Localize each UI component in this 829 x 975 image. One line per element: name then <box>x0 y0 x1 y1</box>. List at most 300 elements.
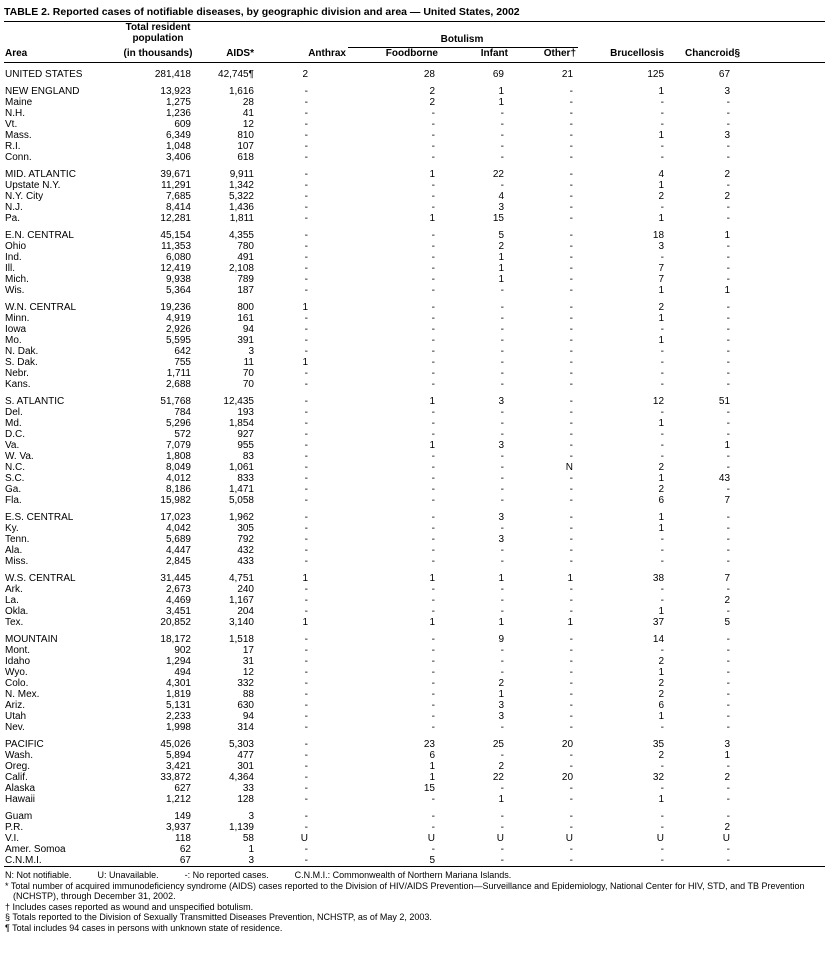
cell-infant: - <box>500 368 504 379</box>
cell-foodborne: - <box>431 230 435 241</box>
cell-area: Wyo. <box>5 667 28 678</box>
cell-anthrax: - <box>304 556 308 567</box>
table-row <box>4 224 825 241</box>
cell-foodborne: - <box>431 313 435 324</box>
cell-other: - <box>569 324 574 335</box>
cell-infant: 1 <box>498 86 504 97</box>
cell-infant: - <box>500 324 504 335</box>
cell-anthrax: - <box>304 595 308 606</box>
cell-infant: - <box>500 285 504 296</box>
cell-area: P.R. <box>5 822 24 833</box>
table-row <box>4 545 825 556</box>
cell-anthrax: - <box>304 656 308 667</box>
cell-population: 33,872 <box>160 772 191 783</box>
row-spacer <box>742 711 825 722</box>
row-spacer <box>742 844 825 855</box>
col-header-infant <box>440 47 510 63</box>
cell-infant: 3 <box>498 440 504 451</box>
cell-area: D.C. <box>5 429 25 440</box>
cell-chancroid: - <box>726 418 731 429</box>
cell-brucellosis: - <box>660 141 665 152</box>
cell-foodborne: - <box>431 844 435 855</box>
cell-chancroid: - <box>726 202 731 213</box>
cell-chancroid: - <box>726 545 731 556</box>
cell-area: Mass. <box>5 130 32 141</box>
cell-anthrax: - <box>304 169 308 180</box>
cell-infant: - <box>500 335 504 346</box>
row-spacer <box>742 108 825 119</box>
cell-area: MID. ATLANTIC <box>5 169 76 180</box>
cell-aids: 1 <box>248 844 254 855</box>
cell-anthrax: - <box>304 811 308 822</box>
cell-population: 11,353 <box>161 241 191 252</box>
cell-infant: 22 <box>492 169 504 180</box>
cell-chancroid: 7 <box>724 495 731 506</box>
cell-anthrax: 1 <box>302 357 308 368</box>
cell-population: 15,982 <box>160 495 191 506</box>
row-spacer <box>742 335 825 346</box>
cell-aids: 3 <box>248 346 254 357</box>
cell-anthrax: - <box>304 484 308 495</box>
cell-area: Mont. <box>5 645 31 656</box>
row-spacer <box>742 357 825 368</box>
cell-infant: 25 <box>492 739 504 750</box>
header-spacer <box>578 22 666 47</box>
row-spacer <box>742 141 825 152</box>
table-row <box>4 296 825 313</box>
cell-chancroid: - <box>726 313 731 324</box>
cell-other: - <box>569 141 574 152</box>
cell-area: W. Va. <box>5 451 34 462</box>
row-spacer <box>742 689 825 700</box>
cell-brucellosis: - <box>660 811 665 822</box>
cell-foodborne: - <box>431 451 435 462</box>
cell-population: 642 <box>174 346 191 357</box>
table-row <box>4 606 825 617</box>
cell-infant: - <box>500 484 504 495</box>
cell-aids: 433 <box>237 556 254 567</box>
cell-anthrax: - <box>304 119 308 130</box>
cell-population: 6,349 <box>165 130 191 141</box>
cell-area: Ariz. <box>5 700 25 711</box>
table-group <box>4 63 825 81</box>
cell-foodborne: 1 <box>429 772 435 783</box>
cell-foodborne: - <box>431 335 435 346</box>
cell-chancroid: - <box>726 97 731 108</box>
cell-brucellosis: 1 <box>658 523 665 534</box>
table-row <box>4 119 825 130</box>
cell-population: 2,845 <box>165 556 191 567</box>
cell-aids: 630 <box>237 700 254 711</box>
cell-population: 4,012 <box>165 473 191 484</box>
cell-area: V.I. <box>5 833 20 844</box>
cell-anthrax: - <box>304 97 308 108</box>
cell-aids: 28 <box>242 97 254 108</box>
cell-population: 17,023 <box>160 512 191 523</box>
cell-anthrax: - <box>304 667 308 678</box>
table-group <box>4 80 825 163</box>
cell-other: - <box>569 119 574 130</box>
cell-area: S.C. <box>5 473 25 484</box>
cell-population: 8,186 <box>165 484 191 495</box>
cell-other: - <box>569 368 574 379</box>
cell-aids: 305 <box>237 523 254 534</box>
cell-aids: 107 <box>237 141 254 152</box>
cell-other: 20 <box>561 739 574 750</box>
cell-chancroid: - <box>726 678 731 689</box>
table-row <box>4 678 825 689</box>
cell-brucellosis: 2 <box>658 689 665 700</box>
cell-other: - <box>569 822 574 833</box>
cell-brucellosis: 35 <box>652 739 665 750</box>
cell-population: 9,938 <box>165 274 191 285</box>
cell-chancroid: - <box>726 783 731 794</box>
table-row <box>4 656 825 667</box>
cell-chancroid: 1 <box>724 440 731 451</box>
cell-infant: - <box>500 346 504 357</box>
cell-foodborne: - <box>431 418 435 429</box>
row-spacer <box>742 152 825 163</box>
cell-chancroid: - <box>726 302 731 313</box>
cell-foodborne: 1 <box>429 396 435 407</box>
cell-brucellosis: 18 <box>652 230 665 241</box>
row-spacer <box>742 213 825 224</box>
cell-aids: 1,518 <box>228 634 254 645</box>
table-row <box>4 833 825 844</box>
cell-population: 1,998 <box>165 722 191 733</box>
col-header-other <box>510 47 578 63</box>
row-spacer <box>742 733 825 750</box>
col-header-population-top <box>122 22 194 47</box>
cell-chancroid: - <box>726 556 731 567</box>
cell-other: - <box>569 711 574 722</box>
cell-aids: 83 <box>242 451 254 462</box>
row-spacer <box>742 783 825 794</box>
cell-population: 3,451 <box>165 606 191 617</box>
cell-foodborne: - <box>431 523 435 534</box>
cell-aids: 1,167 <box>228 595 254 606</box>
cell-population: 755 <box>174 357 191 368</box>
cell-aids: 4,355 <box>228 230 254 241</box>
cell-aids: 94 <box>242 324 254 335</box>
row-spacer <box>742 346 825 357</box>
row-spacer <box>742 772 825 783</box>
cell-other: - <box>569 440 574 451</box>
row-spacer <box>742 263 825 274</box>
table-row <box>4 484 825 495</box>
cell-anthrax: - <box>304 191 308 202</box>
cell-other: - <box>569 750 574 761</box>
cell-population: 4,919 <box>165 313 191 324</box>
cell-area: Upstate N.Y. <box>5 180 61 191</box>
cell-brucellosis: - <box>660 645 665 656</box>
cell-chancroid: - <box>726 335 731 346</box>
cell-foodborne: - <box>431 606 435 617</box>
cell-foodborne: - <box>431 584 435 595</box>
row-spacer <box>742 407 825 418</box>
cell-foodborne: 15 <box>423 783 435 794</box>
cell-brucellosis: - <box>660 451 665 462</box>
cell-aids: 88 <box>242 689 254 700</box>
cell-area: W.N. CENTRAL <box>5 302 77 313</box>
cell-aids: 128 <box>237 794 254 805</box>
cell-chancroid: - <box>726 357 731 368</box>
cell-anthrax: - <box>304 335 308 346</box>
table-row <box>4 761 825 772</box>
table-row <box>4 379 825 390</box>
cell-brucellosis: 38 <box>652 573 665 584</box>
cell-anthrax: - <box>304 274 308 285</box>
header-spacer <box>194 22 256 47</box>
cell-other: - <box>569 855 574 866</box>
cell-anthrax: U <box>300 833 308 844</box>
cell-area: Nev. <box>5 722 25 733</box>
cell-aids: 332 <box>237 678 254 689</box>
cell-aids: 833 <box>237 473 254 484</box>
cell-infant: - <box>500 108 504 119</box>
table-row <box>4 429 825 440</box>
cell-chancroid: 2 <box>724 169 731 180</box>
cell-brucellosis: - <box>660 152 665 163</box>
cell-other: - <box>569 230 574 241</box>
cell-chancroid: - <box>726 700 731 711</box>
cell-brucellosis: - <box>660 429 665 440</box>
cell-area: Ill. <box>5 263 15 274</box>
cell-foodborne: - <box>431 656 435 667</box>
cell-aids: 618 <box>237 152 254 163</box>
col-header-chancroid <box>666 47 742 63</box>
cell-other: - <box>569 335 574 346</box>
cell-infant: - <box>500 523 504 534</box>
cell-brucellosis: - <box>660 534 665 545</box>
table-row <box>4 241 825 252</box>
cell-foodborne: - <box>431 324 435 335</box>
cell-anthrax: - <box>304 241 308 252</box>
cell-chancroid: - <box>726 180 731 191</box>
cell-chancroid: - <box>726 462 731 473</box>
table-row <box>4 556 825 567</box>
cell-aids: 1,436 <box>228 202 254 213</box>
cell-population: 12,281 <box>160 213 191 224</box>
cell-brucellosis: 7 <box>658 263 665 274</box>
cell-population: 1,275 <box>165 97 191 108</box>
cell-area: N.C. <box>5 462 25 473</box>
cell-other: - <box>569 396 574 407</box>
cell-foodborne: 2 <box>429 86 435 97</box>
legend-cnmi: C.N.M.I.: Commonwealth of Northern Mariana Islands. <box>294 870 512 880</box>
cell-chancroid: - <box>726 584 731 595</box>
row-spacer <box>742 722 825 733</box>
cell-infant: 3 <box>498 512 504 523</box>
cell-foodborne: U <box>427 833 435 844</box>
cell-foodborne: - <box>431 202 435 213</box>
cell-area: Pa. <box>5 213 21 224</box>
cell-infant: - <box>500 152 504 163</box>
cell-other: - <box>569 418 574 429</box>
cell-brucellosis: 4 <box>658 169 665 180</box>
cell-foodborne: 23 <box>423 739 435 750</box>
cell-chancroid: 3 <box>724 739 731 750</box>
cell-chancroid: 3 <box>724 130 731 141</box>
cell-other: - <box>569 473 574 484</box>
table-group <box>4 296 825 390</box>
table-row <box>4 711 825 722</box>
cell-anthrax: 1 <box>302 617 308 628</box>
cell-brucellosis: 1 <box>658 285 665 296</box>
cell-area: Guam <box>5 811 33 822</box>
cell-infant: - <box>500 844 504 855</box>
cell-population: 7,685 <box>165 191 191 202</box>
cell-chancroid: - <box>726 523 731 534</box>
table-group <box>4 733 825 805</box>
cell-area: Tex. <box>5 617 24 628</box>
cell-foodborne: - <box>431 484 435 495</box>
cell-population: 609 <box>174 119 191 130</box>
cell-aids: 161 <box>237 313 254 324</box>
table-group <box>4 805 825 867</box>
cell-other: - <box>569 811 574 822</box>
table-row <box>4 794 825 805</box>
row-spacer <box>742 761 825 772</box>
footnotes <box>4 867 825 933</box>
table-row <box>4 617 825 628</box>
cell-area: Minn. <box>5 313 30 324</box>
cell-aids: 2,108 <box>228 263 254 274</box>
cell-anthrax: - <box>304 722 308 733</box>
cell-other: - <box>569 761 574 772</box>
cell-anthrax: - <box>304 368 308 379</box>
legend-no-reported-cases: -: No reported cases. <box>184 870 269 880</box>
cell-population: 1,819 <box>165 689 191 700</box>
col-header-area-label: Area <box>5 47 28 59</box>
cell-foodborne: - <box>431 152 435 163</box>
table-row <box>4 252 825 263</box>
row-spacer <box>742 750 825 761</box>
cell-area: N.Y. City <box>5 191 44 202</box>
row-spacer <box>742 202 825 213</box>
col-header-aids <box>194 47 256 63</box>
cell-other: - <box>569 313 574 324</box>
row-spacer <box>742 440 825 451</box>
cell-aids: 3,140 <box>228 617 254 628</box>
cell-infant: - <box>500 545 504 556</box>
cell-other: - <box>569 545 574 556</box>
cell-area: N. Dak. <box>5 346 39 357</box>
cell-infant: - <box>500 357 504 368</box>
cell-anthrax: - <box>304 739 308 750</box>
cell-population: 11,291 <box>161 180 191 191</box>
cell-population: 902 <box>174 645 191 656</box>
cell-brucellosis: - <box>660 783 665 794</box>
cell-chancroid: - <box>726 794 731 805</box>
cell-area: Nebr. <box>5 368 29 379</box>
cell-foodborne: - <box>431 794 435 805</box>
row-spacer <box>742 584 825 595</box>
cell-anthrax: - <box>304 772 308 783</box>
cell-population: 6,080 <box>165 252 191 263</box>
table-row <box>4 63 825 81</box>
cell-aids: 12 <box>242 667 254 678</box>
table-row <box>4 263 825 274</box>
cell-aids: 204 <box>237 606 254 617</box>
cell-anthrax: - <box>304 495 308 506</box>
cell-anthrax: - <box>304 152 308 163</box>
table-row <box>4 213 825 224</box>
cell-foodborne: - <box>431 252 435 263</box>
cell-area: Md. <box>5 418 22 429</box>
cell-infant: - <box>500 722 504 733</box>
cell-anthrax: - <box>304 634 308 645</box>
cell-population: 281,418 <box>154 69 191 80</box>
cell-area: MOUNTAIN <box>5 634 58 645</box>
cell-foodborne: - <box>431 191 435 202</box>
cell-aids: 477 <box>237 750 254 761</box>
cell-area: Ark. <box>5 584 23 595</box>
cell-chancroid: - <box>726 667 731 678</box>
cell-foodborne: - <box>431 357 435 368</box>
row-spacer <box>742 667 825 678</box>
cell-other: 1 <box>567 573 574 584</box>
cell-aids: 314 <box>237 722 254 733</box>
cell-area: Wis. <box>5 285 25 296</box>
disease-table <box>4 22 825 867</box>
cell-population: 572 <box>174 429 191 440</box>
cell-anthrax: - <box>304 379 308 390</box>
cell-brucellosis: - <box>660 855 665 866</box>
cell-anthrax: - <box>304 407 308 418</box>
row-spacer <box>742 822 825 833</box>
cell-chancroid: - <box>726 606 731 617</box>
cell-area: W.S. CENTRAL <box>5 573 76 584</box>
cell-chancroid: 51 <box>718 396 731 407</box>
cell-other: - <box>569 584 574 595</box>
cell-brucellosis: - <box>660 379 665 390</box>
row-spacer <box>742 191 825 202</box>
cell-chancroid: 2 <box>724 191 731 202</box>
table-row <box>4 567 825 584</box>
cell-brucellosis: 1 <box>658 86 665 97</box>
cell-chancroid: - <box>726 108 731 119</box>
cell-chancroid: 2 <box>724 595 731 606</box>
cell-brucellosis: 6 <box>658 700 665 711</box>
cell-brucellosis: 1 <box>658 130 665 141</box>
cell-area: Alaska <box>5 783 36 794</box>
table-row <box>4 130 825 141</box>
cell-population: 494 <box>174 667 191 678</box>
cell-chancroid: - <box>726 484 731 495</box>
cell-population: 67 <box>179 855 191 866</box>
cell-aids: 12,435 <box>223 396 254 407</box>
cell-foodborne: - <box>431 722 435 733</box>
cell-population: 8,414 <box>165 202 191 213</box>
cell-anthrax: - <box>304 324 308 335</box>
cell-brucellosis: 1 <box>658 418 665 429</box>
cell-area: Kans. <box>5 379 31 390</box>
cell-infant: 1 <box>498 274 504 285</box>
cell-foodborne: - <box>431 495 435 506</box>
cell-infant: 1 <box>498 617 504 628</box>
cell-chancroid: - <box>726 213 731 224</box>
cell-population: 2,688 <box>165 379 191 390</box>
cell-infant: - <box>500 119 504 130</box>
cell-chancroid: - <box>726 429 731 440</box>
cell-population: 7,079 <box>165 440 191 451</box>
cell-area: N. Mex. <box>5 689 40 700</box>
cell-population: 118 <box>175 833 191 844</box>
cell-population: 1,711 <box>166 368 191 379</box>
cell-population: 2,233 <box>165 711 191 722</box>
cell-area: Maine <box>5 97 33 108</box>
